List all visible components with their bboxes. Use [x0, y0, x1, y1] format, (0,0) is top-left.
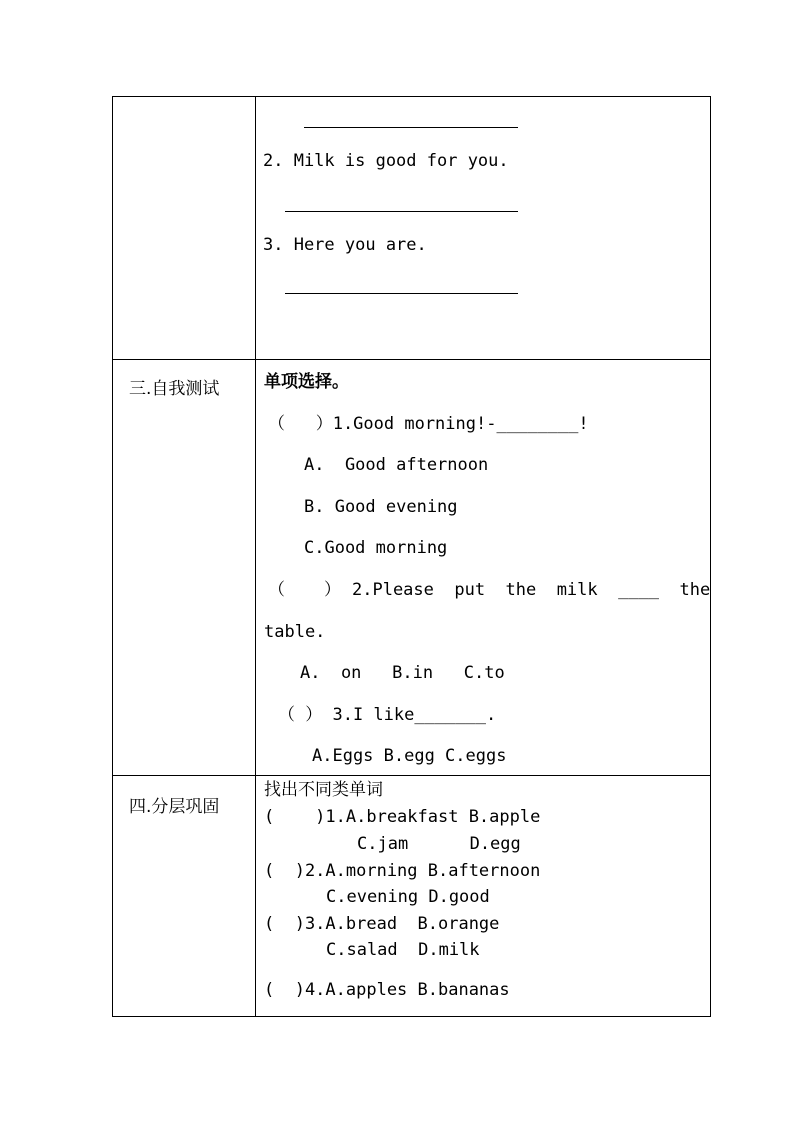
- question-2-close-paren: ）: [324, 580, 341, 600]
- consolidation-content-cell: [256, 776, 711, 1017]
- question-1-option-c: C.Good morning: [304, 538, 448, 558]
- translation-item-3: 3. Here you are.: [263, 235, 427, 255]
- answer-line[interactable]: [285, 211, 518, 212]
- odd-one-out-question-2-continuation: C.evening D.good: [326, 887, 490, 907]
- odd-one-out-question-2: ( )2.A.morning B.afternoon: [264, 861, 541, 881]
- question-1-option-a: A. Good afternoon: [304, 455, 489, 475]
- self-test-label-cell: [113, 360, 256, 776]
- odd-one-out-question-3-continuation: C.salad D.milk: [326, 940, 480, 960]
- odd-one-out-question-1-continuation: C.jam D.egg: [357, 834, 521, 854]
- consolidation-label: 四.分层巩固: [129, 797, 220, 817]
- odd-one-out-question-3: ( )3.A.bread B.orange: [264, 914, 500, 934]
- consolidation-label-cell: [113, 776, 256, 1017]
- answer-line[interactable]: [285, 293, 518, 294]
- question-2: 2.Please put the milk ____ the: [352, 580, 711, 600]
- translation-row: [113, 97, 711, 360]
- translation-label-cell: [113, 97, 256, 360]
- odd-one-out-heading: 找出不同类单词: [264, 780, 383, 800]
- self-test-label: 三.自我测试: [129, 379, 220, 399]
- consolidation-row: [113, 776, 711, 1017]
- answer-line[interactable]: [304, 127, 518, 128]
- question-2-continuation: table.: [264, 622, 326, 642]
- odd-one-out-question-1: ( )1.A.breakfast B.apple: [264, 807, 541, 827]
- self-test-content-cell: [256, 360, 711, 776]
- self-test-row: [113, 360, 711, 776]
- question-3-options: A.Eggs B.egg C.eggs: [312, 746, 507, 766]
- question-2-open-paren: （: [268, 580, 285, 600]
- translation-label: [113, 97, 255, 111]
- translation-content-cell: [256, 97, 711, 360]
- question-2-options: A. on B.in C.to: [300, 663, 505, 683]
- worksheet-table: [112, 96, 711, 1017]
- translation-item-2: 2. Milk is good for you.: [263, 151, 509, 171]
- single-choice-heading: 单项选择。: [264, 372, 349, 392]
- odd-one-out-question-4: ( )4.A.apples B.bananas: [264, 980, 510, 1000]
- question-1: （ ）1.Good morning!-________!: [268, 414, 589, 434]
- question-1-option-b: B. Good evening: [304, 497, 458, 517]
- question-3: （ ） 3.I like_______.: [278, 705, 497, 725]
